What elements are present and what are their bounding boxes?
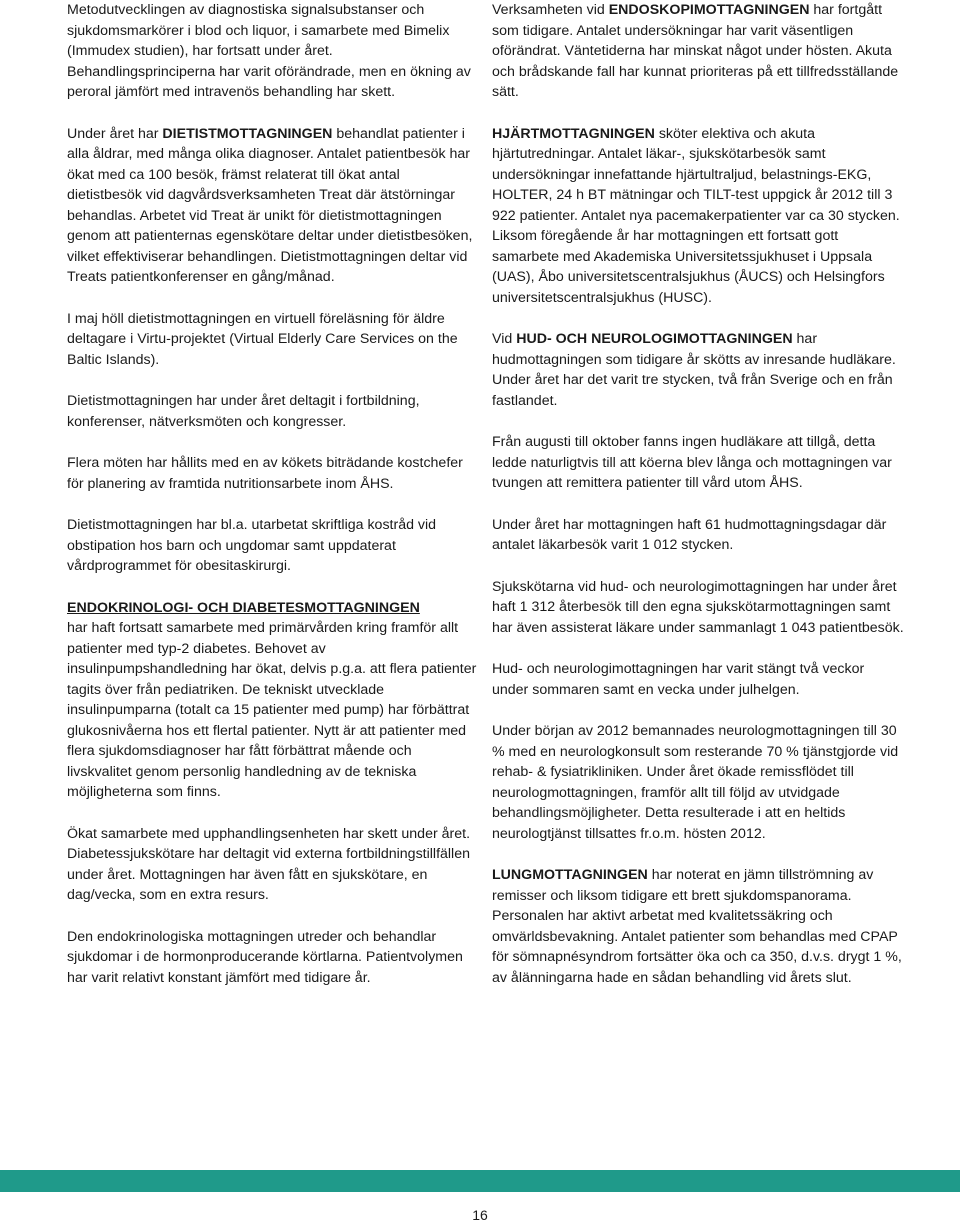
dietist-intro-pre: Under året har [67, 125, 163, 142]
paragraph-virtu-lecture: I maj höll dietistmottagningen en virtuell föreläsning för äldre deltagare i Virtu-projektet (Virtual Elderly Care Services on the Baltic Islands). [67, 310, 458, 368]
paragraph-nurse-visits: Sjukskötarna vid hud- och neurologimottagningen har under året haft 1 312 återbesök till den egna sjukskötarmottagningen samt har även assisterat läkare under sammanlagt 1 043 patientbesök. [492, 578, 904, 636]
page-number: 16 [472, 1207, 488, 1223]
cardiology-heading: HJÄRTMOTTAGNINGEN [492, 125, 655, 142]
paragraph-endocrine-clinic: Den endokrinologiska mottagningen utreder och behandlar sjukdomar i de hormonproducerande körtlarna. Patientvolymen har varit relativt konstant jämfört med tidigare år. [67, 928, 463, 986]
paragraph-endoscopy [492, 0, 904, 103]
footer-accent-bar [0, 1170, 960, 1192]
paragraph-procurement: Ökat samarbete med upphandlingsenheten har skett under året. Diabetessjukskötare har deltagit vid externa fortbildningstillfällen under året. Mottagningen har även fått en sjukskötare, en dag/vecka, som en extra resurs. [67, 825, 471, 903]
pulmonary-body: har noterat en jämn tillströmning av remisser och liksom tidigare ett brett sjukdomspanorama. Personalen har aktivt arbetat med kvalitetssäkring och omvärldsbevakning. Antalet patienter som behandlas med CPAP för sömnapnésyndrom fortsätter öka och ca 350, d.v.s. drygt 1 %, av ålänningarna hade en sådan behandling vid årets slut. [492, 867, 902, 986]
endocrinology-body: har haft fortsatt samarbete med primärvården kring framför allt patienter med typ-2 diabetes. Behovet av insulinpumpshandledning har ökat, delvis p.g.a. att flera patienter tagits över från pediatriken. De tekniskt utvecklade insulinpumparna (totalt ca 15 patienter med pump) har förbättrat glukosnivåerna hos ett flertal patienter. Nytt är att patienter med flera sjukdomsdiagnoser har fått förbättrat mående och livskvalitet genom personlig handledning av de tekniska möjligheterna som finns. [67, 620, 477, 800]
paragraph-kitchen-meetings: Flera möten har hållits med en av kökets biträdande kostchefer för planering av framtida nutritionsarbete inom ÅHS. [67, 455, 463, 492]
endoscopy-heading: ENDOSKOPIMOTTAGNINGEN [608, 2, 810, 18]
dietist-heading: DIETISTMOTTAGNINGEN [162, 125, 333, 142]
paragraph-dietist-training: Dietistmottagningen har under året deltagit i fortbildning, konferenser, nätverksmöten och kongresser. [67, 393, 420, 430]
paragraph-dermatologist-gap: Från augusti till oktober fanns ingen hudläkare att tillgå, detta ledde naturligtvis till att köerna blev långa och mottagningen var tvungen att remittera patienter till vård utom ÅHS. [492, 434, 892, 491]
endocrinology-heading: ENDOKRINOLOGI- OCH DIABETESMOTTAGNINGEN [67, 599, 420, 616]
paragraph-derm-days: Under året har mottagningen haft 61 hudmottagningsdagar där antalet läkarbesök varit 1 012 stycken. [492, 516, 887, 553]
paragraph-diagnostics: Metodutvecklingen av diagnostiska signalsubstanser och sjukdomsmarkörer i blod och liquor, i samarbete med Bimelix (Immudex studien), har fortsatt under året. Behandlingsprinciperna har varit oförändrade, men en ökning av peroral jämfört med intravenös behandling har skett. [67, 2, 471, 100]
endoscopy-pre: Verksamheten vid [492, 2, 609, 18]
right-column [492, 0, 904, 1009]
paragraph-pulmonary [492, 865, 904, 988]
cardiology-collaboration: Liksom föregående år har mottagningen ett fortsatt gott samarbete med Akademiska Universitetssjukhuset i Uppsala (UAS), Åbo universitetscentralsjukhus (ÅUCS) och Helsingfors universitetscentralsjukhus (HUSC). [492, 228, 885, 306]
pulmonary-heading: LUNGMOTTAGNINGEN [492, 867, 648, 883]
derm-neuro-heading: HUD- OCH NEUROLOGIMOTTAGNINGEN [516, 331, 793, 347]
paragraph-cardiology [492, 124, 904, 309]
left-column [67, 0, 477, 1009]
paragraph-endocrinology [67, 598, 477, 803]
cardiology-body: sköter elektiva och akuta hjärtutredningar. Antalet läkar-, sjukskötarbesök samt undersökningar innefattande hjärtultraljud, belastnings-EKG, HOLTER, 24 h BT mätningar och TILT-test uppgick år 2012 till 3 922 patienter. Antalet nya pacemakerpatienter var ca 30 stycken. [492, 125, 900, 224]
dietist-intro-body: behandlat patienter i alla åldrar, med många olika diagnoser. Antalet patientbesök har ökat med ca 100 besök, främst relaterat till ökat antal dietistbesök vid dagvårdsverksamheten Treat där ätstörningar behandlas. Arbetet vid Treat är unikt för dietistmottagningen genom att patienternas egenskötare deltar under dietistbesöken, vilket effektiviserar behandlingen. Dietistmottagningen deltar vid Treats patientkonferenser en gång/månad. [67, 125, 473, 285]
paragraph-neurology-staffing: Under början av 2012 bemannades neurologmottagningen till 30 % med en neurologkonsult som resterande 70 % tjänstgjorde vid rehab- & fysiatrikliniken. Under året ökade remissflödet till neurologmottagningen, framför allt till följd av utvidgade behandlingsmöjligheter. Detta resulterade i att en heltids neurologtjänst tillsattes fr.o.m. hösten 2012. [492, 723, 899, 842]
paragraph-dermatology-neurology [492, 329, 904, 411]
endoscopy-body: har fortgått som tidigare. Antalet undersökningar har varit väsentligen oförändrat. Väntetiderna har minskat något under hösten. Akuta och brådskande fall har kunnat prioriteras på ett tillfredsställande sätt. [492, 2, 899, 100]
derm-neuro-pre: Vid [492, 331, 517, 347]
derm-neuro-body: har hudmottagningen som tidigare år skötts av inresande hudläkare. Under året har det varit tre stycken, två från Sverige och en från fastlandet. [492, 331, 896, 409]
paragraph-dietary-advice: Dietistmottagningen har bl.a. utarbetat skriftliga kostråd vid obstipation hos barn och ungdomar samt uppdaterat vårdprogrammet för obesitaskirurgi. [67, 517, 437, 574]
paragraph-closures: Hud- och neurologimottagningen har varit stängt två veckor under sommaren samt en vecka under julhelgen. [492, 661, 865, 698]
paragraph-dietist-intro [67, 124, 477, 288]
